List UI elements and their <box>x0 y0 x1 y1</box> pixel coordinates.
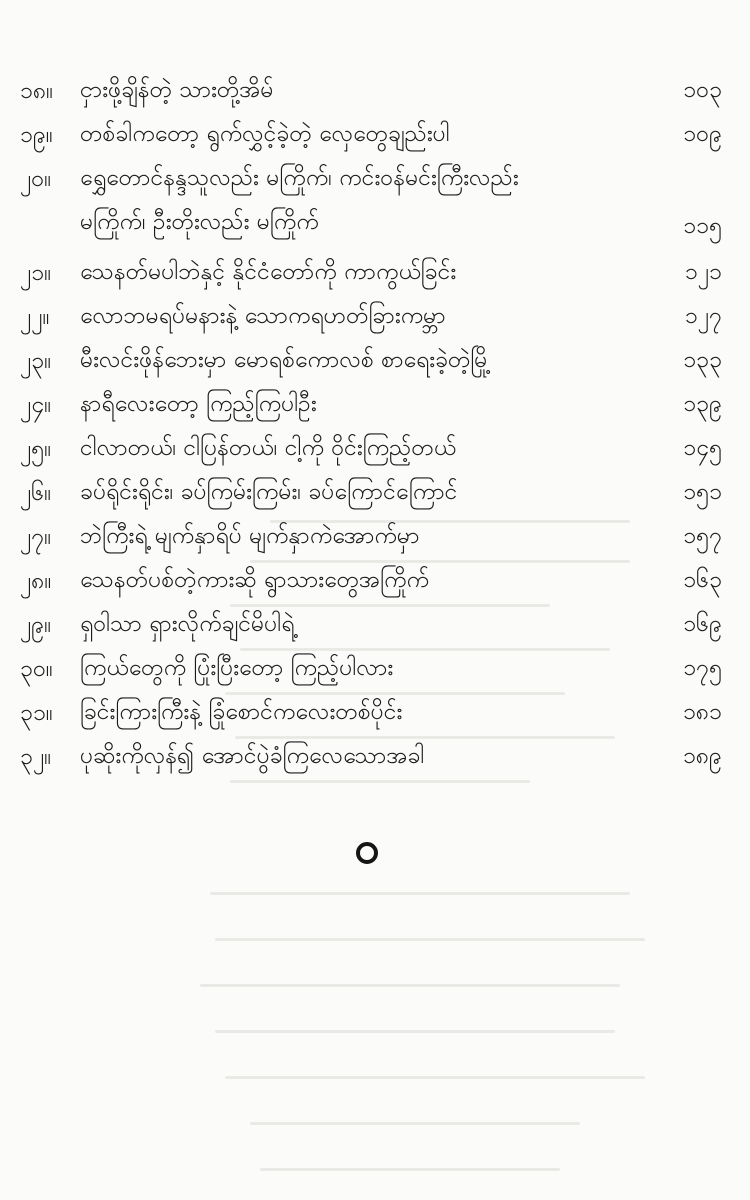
entry-page: ၁၅၁ <box>683 479 722 505</box>
entry-number: ၂၉။ <box>20 612 52 638</box>
toc-entry <box>0 426 750 470</box>
entry-page: ၁၈၉ <box>682 743 722 769</box>
entry-title: သေနတ်ပစ်တဲ့ကားဆို ရွာသားတွေအကြိုက် <box>80 567 429 593</box>
entry-page: ၁၀၉ <box>683 121 722 147</box>
entry-page: ၁၃၃ <box>683 347 722 373</box>
entry-page: ၁၃၉ <box>683 391 722 417</box>
entry-title: ရွှေတောင်နန္ဒသူလည်း မကြိုက်၊ ကင်းဝန်မင်းကြီးလည်း မကြိုက်၊ ဦးတိုးလည်း မကြိုက် <box>80 165 519 235</box>
entry-number: ၂၅။ <box>20 436 52 462</box>
entry-title: ငှားဖို့ချိန်တဲ့ သားတို့အိမ် <box>80 77 274 103</box>
entry-number: ၂၄။ <box>20 392 52 418</box>
entry-page: ၁၄၅ <box>683 435 722 461</box>
entry-number: ၂၃။ <box>20 348 52 374</box>
toc-entry <box>0 470 750 514</box>
end-circle-icon <box>356 842 378 864</box>
toc-entry <box>0 112 750 156</box>
entry-title: ငါလာတယ်၊ ငါပြန်တယ်၊ ငါ့ကို ဝိုင်းကြည့်တယ် <box>80 435 457 461</box>
entry-number: ၁၈။ <box>20 78 54 104</box>
entry-title: ခြင်းကြားကြီးနဲ့ ခြုံစောင်ကလေးတစ်ပိုင်း <box>80 699 403 725</box>
entry-page: ၁၆၃ <box>683 567 722 593</box>
entry-page: ၁၂၇ <box>684 303 722 329</box>
entry-title: မီးလင်းဖိုန်ဘေးမှာ မောရစ်ကောလစ် စာရေးခဲ့တဲ့မြို့ <box>80 347 491 373</box>
table-of-contents <box>0 68 750 778</box>
toc-entry <box>0 338 750 382</box>
toc-entry <box>0 68 750 112</box>
entry-title: ခပ်ရိုင်းရိုင်း၊ ခပ်ကြမ်းကြမ်း၊ ခပ်ကြောင်ကြောင် <box>80 479 458 505</box>
entry-title: ဘဲကြီးရဲ့ မျက်နှာရိပ် မျက်နှာကဲအောက်မှာ <box>80 523 420 549</box>
entry-number: ၂၇။ <box>20 524 52 550</box>
entry-number: ၂၈။ <box>20 568 52 594</box>
entry-page: ၁၅၇ <box>683 523 722 549</box>
toc-entry <box>0 514 750 558</box>
entry-page: ၁၂၁ <box>684 259 722 285</box>
entry-page: ၁၈၁ <box>682 699 722 725</box>
entry-page: ၁၁၅ <box>683 213 722 239</box>
entry-number: ၃၁။ <box>20 700 53 726</box>
toc-entry <box>0 382 750 426</box>
entry-title: တစ်ခါကတော့ ရွက်လွှင့်ခဲ့တဲ့ လှေတွေချည်းပါ <box>80 121 450 147</box>
toc-entry <box>0 156 750 248</box>
entry-title: ပုဆိုးကိုလှန်၍ အောင်ပွဲခံကြလေသောအခါ <box>80 743 425 769</box>
toc-entry <box>0 602 750 646</box>
toc-entry <box>0 250 750 294</box>
toc-entry <box>0 646 750 690</box>
toc-entry <box>0 558 750 602</box>
toc-entry <box>0 734 750 778</box>
entry-number: ၁၉။ <box>20 122 53 148</box>
toc-entry <box>0 690 750 734</box>
entry-number: ၂၀။ <box>20 166 52 192</box>
entry-title: လောဘမရပ်မနားနဲ့ သောကရဟတ်ခြားကမ္ဘာ <box>80 303 446 329</box>
entry-title: ရှဝါသာ ရှားလိုက်ချင်မိပါရဲ့ <box>80 611 295 637</box>
entry-number: ၃၀။ <box>20 656 53 682</box>
entry-page: ၁၆၉ <box>683 611 722 637</box>
entry-page: ၁၀၃ <box>683 77 722 103</box>
entry-number: ၂၆။ <box>20 480 52 506</box>
entry-page: ၁၇၅ <box>683 655 722 681</box>
toc-entry <box>0 294 750 338</box>
entry-number: ၂၂။ <box>20 304 50 330</box>
entry-title: သေနတ်မပါဘဲနှင့် နိုင်ငံတော်ကို ကာကွယ်ခြင်း <box>80 259 457 285</box>
entry-title: ကြယ်တွေကို ပြုံးပြီးတော့ ကြည့်ပါလား <box>80 655 394 681</box>
entry-title: နာရီလေးတော့ ကြည့်ကြပါဦး <box>80 391 317 417</box>
entry-number: ၂၁။ <box>20 260 52 286</box>
entry-number: ၃၂။ <box>20 744 52 770</box>
